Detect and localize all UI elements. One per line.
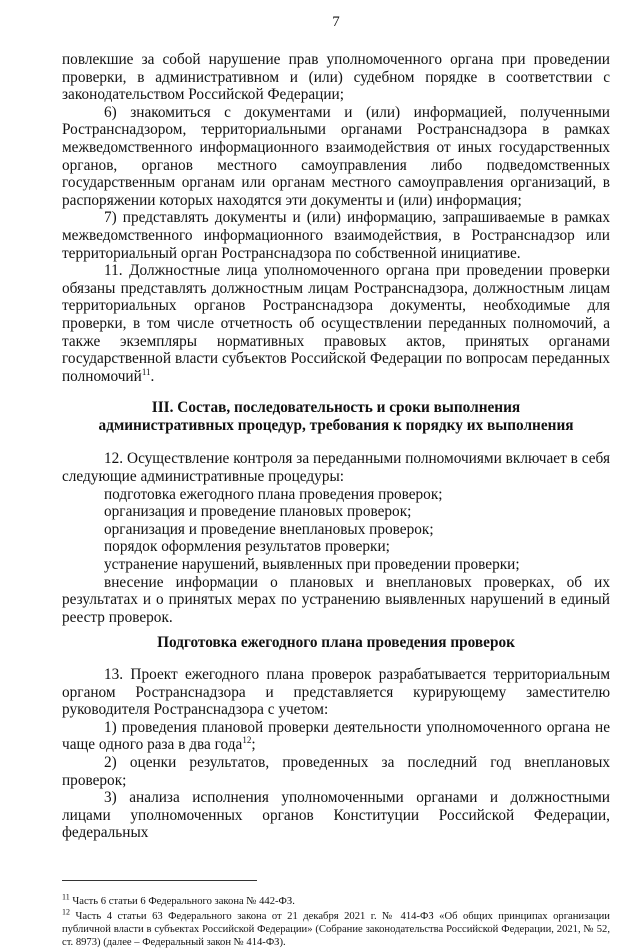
paragraph-item-7: 7) представлять документы и (или) информацию, запрашиваемые в рамках межведомственного информационного взаимодействия, в Ространснадзор или территориальный орган Ространснадзора по собственной инициативе. [62, 209, 610, 262]
paragraph-11-text: 11. Должностные лица уполномоченного органа при проведении проверки обязаны представлять должностным лицам Ространснадзора, должностным лицам территориальных органов Ространснадзора документы, необходимые для проверки, в том числе отчетность об осуществлении переданных полномочий, а также экземпляры нормативных правовых актов, принятых органами государственной власти субъектов Российской Федерации по вопросам переданных полномочий [62, 262, 610, 385]
section-heading-line2: административных процедур, требования к порядку их выполнения [98, 416, 574, 434]
paragraph-13-item-2: 2) оценки результатов, проведенных за последний год внеплановых проверок; [62, 753, 610, 789]
paragraph-12: 12. Осуществление контроля за переданными полномочиями включает в себя следующие административные процедуры: [62, 450, 610, 486]
footnote-number: 11 [62, 892, 70, 902]
footnote-number: 12 [62, 907, 70, 917]
footnote-divider [62, 880, 257, 881]
footnote-11 [62, 892, 610, 908]
document-page [62, 14, 610, 951]
procedure-item-last: внесение информации о плановых и внеплановых проверках, об их результатах и о принятых мерах по устранению выявленных нарушений в единый реестр проверок. [62, 573, 610, 626]
page-number: 7 [332, 14, 340, 30]
paragraph-item-6: 6) знакомиться с документами и (или) информацией, полученными Ространснадзором, территориальными органами Ространснадзора в рамках межведомственного информационного взаимодействия от иных государственных органов, органов местного самоуправления либо подведомственных государственным органам или органам местного самоуправления организаций, в распоряжении которых находятся эти документы и (или) информация; [62, 103, 610, 209]
footnote-ref-11: 11 [141, 366, 151, 377]
paragraph-13-item-1-text: 1) проведения плановой проверки деятельности уполномоченного органа не чаще одного раза в два года [62, 718, 610, 754]
footnote-ref-12: 12 [242, 735, 252, 746]
footnote-12 [62, 907, 610, 949]
section-heading-line1: III. Состав, последовательность и сроки выполнения [151, 399, 521, 417]
procedure-item: устранение нарушений, выявленных при проведении проверки; [104, 556, 520, 574]
procedure-item: порядок оформления результатов проверки; [104, 538, 390, 556]
procedure-item: организация и проведение плановых проверок; [104, 503, 412, 521]
footnote-text: Часть 4 статьи 63 Федерального закона от 21 декабря 2021 г. № 414-ФЗ «Об общих принципах организации публичной власти в субъектах Российской Федерации» (Собрание законодательства Российской Федерации, 2021, № 52, ст. 8973) (далее – Федеральный закон № 414-ФЗ). [62, 910, 610, 948]
paragraph-13-item-3: 3) анализа исполнения уполномоченными органами и должностными лицами уполномоченных органов Конституции Российской Федерации, федеральных [62, 789, 610, 842]
procedure-item: организация и проведение внеплановых проверок; [104, 520, 434, 538]
subsection-heading: Подготовка ежегодного плана проведения проверок [157, 634, 515, 652]
paragraph-13-item-1: 1) проведения плановой проверки деятельности уполномоченного органа не чаще одного раза в два года$^{12}$; [62, 718, 610, 754]
paragraph-11: 11. Должностные лица уполномоченного органа при проведении проверки обязаны представлять должностным лицам Ространснадзора, должностным лицам территориальных органов Ространснадзора документы, необходимые для проверки, в том числе отчетность об осуществлении переданных полномочий, а также экземпляры нормативных правовых актов, принятых органами государственной власти субъектов Российской Федерации по вопросам переданных полномочий$^{11}$. [62, 262, 610, 385]
paragraph-continuation: повлекшие за собой нарушение прав уполномоченного органа при проведении проверки, в административном и (или) судебном порядке в соответствии с законодательством Российской Федерации; [62, 51, 610, 104]
footnote-text: Часть 6 статьи 6 Федерального закона № 442-ФЗ. [72, 895, 295, 907]
paragraph-13: 13. Проект ежегодного плана проверок разрабатывается территориальным органом Ространснадзора и представляется курирующему заместителю руководителя Ространснадзора с учетом: [62, 666, 610, 719]
procedure-item: подготовка ежегодного плана проведения проверок; [104, 485, 443, 503]
